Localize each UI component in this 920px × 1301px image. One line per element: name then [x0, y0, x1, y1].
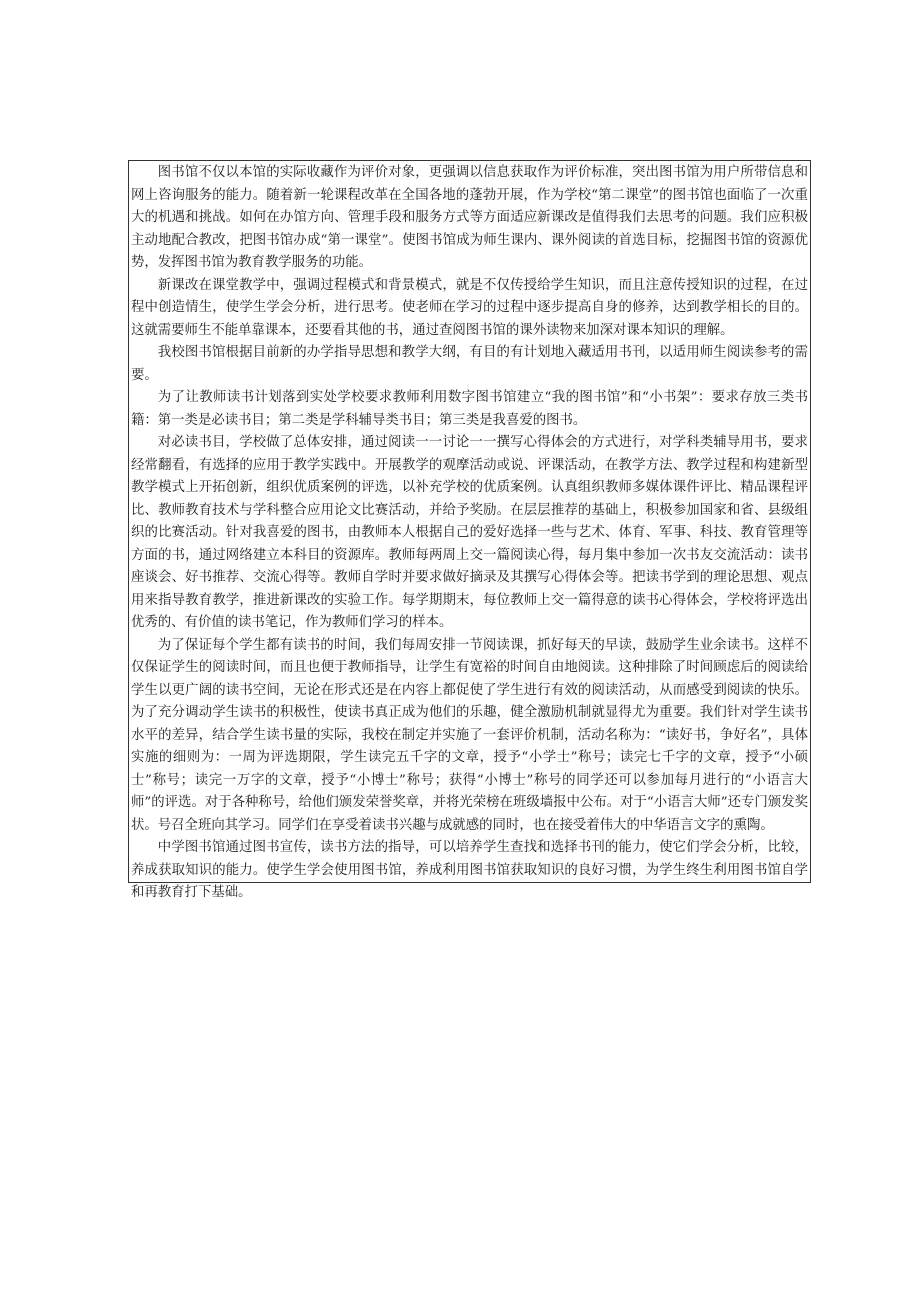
paragraph-1: 图书馆不仅以本馆的实际收藏作为评价对象，更强调以信息获取作为评价标准，突出图书馆为用户所带信息和网上咨询服务的能力。随着新一轮课程改革在全国各地的蓬勃开展，作为学校“第二课堂”的图书馆也面临了一次重大的机遇和挑战。如何在办馆方向、管理手段和服务方式等方面适应新课改是值得我们去思考的问题。我们应积极主动地配合教改，把图书馆办成“第一课堂”。使图书馆成为师生课内、课外阅读的首选目标，挖掘图书馆的资源优势，发挥图书馆为教育教学服务的功能。 [131, 165, 808, 270]
bordered-text-box [128, 160, 811, 900]
paragraph-3: 我校图书馆根据目前新的办学指导思想和教学大纲，有目的有计划地入藏适用书刊，以适用师生阅读参考的需要。 [131, 345, 808, 383]
paragraph-7: 中学图书馆通过图书宣传，读书方法的指导，可以培养学生查找和选择书刊的能力，使它们学会分析，比较，养成获取知识的能力。使学生学会使用图书馆，养成利用图书馆获取知识的良好习惯，为学生终生利用图书馆自学和再教育打下基础。 [131, 840, 808, 900]
paragraph-6: 为了保证每个学生都有读书的时间，我们每周安排一节阅读课，抓好每天的早读，鼓励学生业余读书。这样不仅保证学生的阅读时间，而且也便于教师指导，让学生有宽裕的时间自由地阅读。这种排除了时间顾虑后的阅读给学生以更广阔的读书空间，无论在形式还是在内容上都促使了学生进行有效的阅读活动，从而感受到阅读的快乐。为了充分调动学生读书的积极性，使读书真正成为他们的乐趣，健全激励机制就显得尤为重要。我们针对学生读书水平的差异，结合学生读书量的实际，我校在制定并实施了一套评价机制，活动名称为：“读好书，争好名”，具体实施的细则为：一周为评选期限，学生读完五千字的文章，授予“小学士”称号；读完七千字的文章，授予“小硕士”称号；读完一万字的文章，授予“小博士”称号；获得“小博士”称号的同学还可以参加每月进行的“小语言大师”的评选。对于各种称号，给他们颁发荣誉奖章，并将光荣榜在班级墙报中公布。对于“小语言大师”还专门颁发奖状。号召全班向其学习。同学们在享受着读书兴趣与成就感的同时，也在接受着伟大的中华语言文字的熏陶。 [131, 637, 808, 833]
paragraph-4: 为了让教师读书计划落到实处学校要求教师利用数字图书馆建立“我的图书馆”和“小书架”：要求存放三类书籍：第一类是必读书目；第二类是学科辅导类书目；第三类是我喜爱的图书。 [131, 390, 808, 428]
paragraph-5: 对必读书目，学校做了总体安排，通过阅读一一讨论一一撰写心得体会的方式进行，对学科类辅导用书，要求经常翻看，有选择的应用于教学实践中。开展教学的观摩活动或说、评课活动，在教学方法、教学过程和构建新型教学模式上开拓创新，组织优质案例的评选，以补充学校的优质案例。认真组织教师多媒体课件评比、精品课程评比、教师教育技术与学科整合应用论文比赛活动，并给予奖励。在层层推荐的基础上，积极参加国家和省、县级组织的比赛活动。针对我喜爱的图书，由教师本人根据自己的爱好选择一些与艺术、体育、军事、科技、教育管理等方面的书，通过网络建立本科目的资源库。教师每两周上交一篇阅读心得，每月集中参加一次书友交流活动：读书座谈会、好书推荐、交流心得等。教师自学时并要求做好摘录及其撰写心得体会等。把读书学到的理论思想、观点用来指导教育教学，推进新课改的实验工作。每学期期末，每位教师上交一篇得意的读书心得体会，学校将评选出优秀的、有价值的读书笔记，作为教师们学习的样本。 [131, 435, 808, 630]
paragraph-2: 新课改在课堂教学中，强调过程模式和背景模式，就是不仅传授给学生知识，而且注意传授知识的过程，在过程中创造情生，使学生学会分析，进行思考。使老师在学习的过程中逐步提高自身的修养，达到教学相长的目的。这就需要师生不能单靠课本，还要看其他的书，通过查阅图书馆的课外读物来加深对课本知识的理解。 [131, 277, 808, 338]
